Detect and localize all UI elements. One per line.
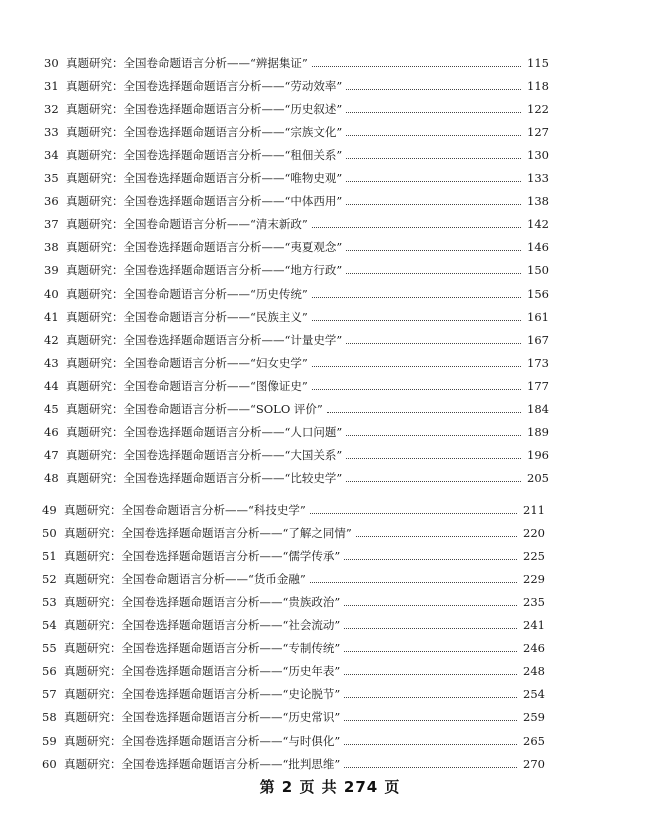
toc-entry-title: 真题研究：全国卷选择题命题语言分析——“劳动效率”: [66, 79, 343, 94]
toc-dot-leader: [346, 342, 521, 344]
toc-entry-title: 真题研究：全国卷选择题命题语言分析——“中体西用”: [66, 194, 343, 209]
toc-entry-title: 真题研究：全国卷选择题命题语言分析——“社会流动”: [64, 618, 341, 633]
toc-dot-leader: [310, 512, 517, 514]
toc-entry-number: 34: [44, 148, 59, 163]
toc-entry-number: 56: [42, 664, 57, 679]
toc-entry-title: 真题研究：全国卷选择题命题语言分析——“批判思维”: [64, 756, 341, 771]
toc-entry[interactable]: [44, 191, 549, 211]
toc-entry[interactable]: [44, 376, 549, 396]
toc-entry-page-number: 184: [527, 401, 549, 416]
toc-entry-page-number: 138: [527, 194, 549, 209]
toc-entry-number: 30: [44, 56, 59, 70]
toc-entry-title: 真题研究：全国卷命题语言分析——“历史传统”: [66, 286, 308, 301]
toc-entry-page-number: 270: [523, 756, 545, 771]
toc-dot-leader: [312, 388, 521, 390]
toc-dot-leader: [346, 480, 521, 482]
toc-entry-number: 46: [44, 424, 59, 439]
toc-entry[interactable]: [44, 53, 549, 73]
toc-entry[interactable]: [44, 76, 549, 96]
toc-dot-leader: [312, 65, 521, 67]
toc-entry-page-number: 122: [527, 102, 549, 117]
toc-entry-number: 53: [42, 595, 57, 610]
toc-entry[interactable]: [42, 638, 545, 658]
toc-entry-number: 49: [42, 503, 57, 517]
toc-entry-page-number: 196: [527, 447, 549, 462]
toc-entry-number: 60: [42, 756, 57, 771]
toc-dot-leader: [346, 157, 521, 159]
toc-entry-page-number: 241: [523, 618, 545, 633]
toc-entry-number: 35: [44, 171, 59, 186]
toc-entry-title: 真题研究：全国卷选择题命题语言分析——“与时俱化”: [64, 733, 341, 748]
toc-entry-title: 真题研究：全国卷命题语言分析——“SOLO 评价”: [66, 401, 323, 416]
toc-entry-page-number: 167: [527, 332, 549, 347]
toc-dot-leader: [344, 627, 517, 629]
toc-entry-number: 52: [42, 572, 57, 587]
toc-dot-leader: [312, 296, 521, 298]
toc-entry[interactable]: [44, 468, 549, 488]
toc-entry-title: 真题研究：全国卷选择题命题语言分析——“租佃关系”: [66, 148, 343, 163]
toc-entry-page-number: 142: [527, 217, 549, 232]
toc-entry-number: 54: [42, 618, 57, 633]
toc-entry-page-number: 130: [527, 148, 549, 163]
toc-entry-page-number: 156: [527, 286, 549, 301]
toc-entry-page-number: 248: [523, 664, 545, 679]
toc-entry-page-number: 118: [527, 79, 549, 94]
toc-dot-leader: [344, 766, 517, 768]
toc-entry-number: 51: [42, 549, 57, 564]
toc-entry-page-number: 150: [527, 263, 549, 278]
toc-entry[interactable]: [42, 754, 545, 774]
toc-entry-page-number: 259: [523, 710, 545, 725]
toc-dot-leader: [312, 365, 521, 367]
toc-entry[interactable]: [42, 615, 545, 635]
toc-entry-page-number: 246: [523, 641, 545, 656]
toc-entry[interactable]: [42, 684, 545, 704]
toc-entry-page-number: 146: [527, 240, 549, 255]
toc-entry-title: 真题研究：全国卷选择题命题语言分析——“历史叙述”: [66, 102, 343, 117]
toc-entry-number: 33: [44, 125, 59, 140]
page-footer: 第 2 页 共 274 页: [259, 778, 401, 796]
toc-entry[interactable]: [42, 592, 545, 612]
toc-dot-leader: [344, 650, 517, 652]
toc-entry-number: 38: [44, 240, 59, 255]
toc-entry-page-number: 229: [523, 572, 545, 587]
toc-entry-page-number: 205: [527, 470, 549, 485]
toc-entry-title: 真题研究：全国卷命题语言分析——“图像证史”: [66, 378, 308, 393]
toc-entry-page-number: 115: [527, 56, 549, 70]
toc-entry-page-number: 235: [523, 595, 545, 610]
toc-entry-page-number: 225: [523, 549, 545, 564]
toc-dot-leader: [344, 743, 517, 745]
toc-dot-leader: [346, 180, 521, 182]
toc-entry-page-number: 173: [527, 355, 549, 370]
toc-dot-leader: [310, 581, 517, 583]
toc-entry-page-number: 161: [527, 309, 549, 324]
toc-entry-number: 58: [42, 710, 57, 725]
toc-entry-title: 真题研究：全国卷命题语言分析——“辨据集证”: [66, 56, 308, 70]
toc-entry-number: 50: [42, 526, 57, 541]
toc-entry[interactable]: [44, 307, 549, 327]
toc-entry-title: 真题研究：全国卷选择题命题语言分析——“了解之同情”: [64, 526, 352, 541]
toc-dot-leader: [346, 203, 521, 205]
toc-entry-title: 真题研究：全国卷选择题命题语言分析——“比较史学”: [66, 470, 343, 485]
toc-entry-title: 真题研究：全国卷命题语言分析——“科技史学”: [64, 503, 306, 517]
toc-entry[interactable]: [42, 661, 545, 681]
toc-entry-page-number: 189: [527, 424, 549, 439]
toc-entry-page-number: 265: [523, 733, 545, 748]
toc-dot-leader: [344, 558, 517, 560]
toc-entry-number: 59: [42, 733, 57, 748]
toc-entry-title: 真题研究：全国卷选择题命题语言分析——“贵族政治”: [64, 595, 341, 610]
toc-entry-page-number: 211: [523, 503, 545, 517]
toc-entry[interactable]: [44, 122, 549, 142]
toc-entry-title: 真题研究：全国卷选择题命题语言分析——“地方行政”: [66, 263, 343, 278]
toc-dot-leader: [344, 604, 517, 606]
toc-entry-title: 真题研究：全国卷选择题命题语言分析——“大国关系”: [66, 447, 343, 462]
toc-dot-leader: [346, 249, 521, 251]
toc-entry-title: 真题研究：全国卷命题语言分析——“民族主义”: [66, 309, 308, 324]
toc-entry-number: 37: [44, 217, 59, 232]
toc-entry[interactable]: [44, 145, 549, 165]
toc-entry[interactable]: [42, 546, 545, 566]
toc-dot-leader: [346, 88, 521, 90]
toc-entry[interactable]: [44, 399, 549, 419]
toc-entry-title: 真题研究：全国卷选择题命题语言分析——“史论脱节”: [64, 687, 341, 702]
toc-dot-leader: [346, 272, 521, 274]
toc-entry-title: 真题研究：全国卷选择题命题语言分析——“宗族文化”: [66, 125, 343, 140]
toc-entry[interactable]: [44, 260, 549, 280]
toc-entry-number: 42: [44, 332, 59, 347]
toc-entry-number: 47: [44, 447, 59, 462]
toc-entry-title: 真题研究：全国卷选择题命题语言分析——“唯物史观”: [66, 171, 343, 186]
toc-entry[interactable]: [44, 445, 549, 465]
toc-entry-number: 57: [42, 687, 57, 702]
toc-dot-leader: [346, 134, 521, 136]
toc-entry-number: 43: [44, 355, 59, 370]
toc-dot-leader: [356, 535, 517, 537]
toc-entry-number: 55: [42, 641, 57, 656]
toc-entry[interactable]: [44, 353, 549, 373]
toc-entry-number: 40: [44, 286, 59, 301]
toc-dot-leader: [344, 696, 517, 698]
toc-entry-number: 32: [44, 102, 59, 117]
toc-entry-title: 真题研究：全国卷命题语言分析——“货币金融”: [64, 572, 306, 587]
toc-entry-number: 44: [44, 378, 59, 393]
toc-entry[interactable]: [44, 168, 549, 188]
toc-entry[interactable]: [44, 330, 549, 350]
toc-entry-number: 48: [44, 470, 59, 485]
toc-entry-page-number: 254: [523, 687, 545, 702]
toc-entry[interactable]: [42, 500, 545, 520]
toc-entry[interactable]: [44, 237, 549, 257]
toc-entry-page-number: 127: [527, 125, 549, 140]
toc-entry[interactable]: [42, 731, 545, 751]
toc-dot-leader: [346, 434, 521, 436]
toc-entry-title: 真题研究：全国卷选择题命题语言分析——“历史常识”: [64, 710, 341, 725]
toc-entry-number: 39: [44, 263, 59, 278]
toc-entry-number: 45: [44, 401, 59, 416]
toc-entry-title: 真题研究：全国卷选择题命题语言分析——“历史年表”: [64, 664, 341, 679]
toc-entry-number: 31: [44, 79, 59, 94]
toc-dot-leader: [312, 226, 521, 228]
toc-dot-leader: [346, 111, 521, 113]
toc-entry-number: 41: [44, 309, 59, 324]
toc-entry[interactable]: [42, 569, 545, 589]
toc-entry-page-number: 220: [523, 526, 545, 541]
toc-entry-page-number: 133: [527, 171, 549, 186]
toc-entry[interactable]: [42, 523, 545, 543]
toc-entry[interactable]: [42, 707, 545, 727]
toc-entry-title: 真题研究：全国卷命题语言分析——“清末新政”: [66, 217, 308, 232]
toc-entry-title: 真题研究：全国卷选择题命题语言分析——“人口问题”: [66, 424, 343, 439]
toc-dot-leader: [346, 457, 521, 459]
toc-dot-leader: [327, 411, 521, 413]
toc-dot-leader: [344, 719, 517, 721]
toc-entry-number: 36: [44, 194, 59, 209]
toc-entry[interactable]: [44, 214, 549, 234]
toc-dot-leader: [312, 319, 521, 321]
toc-entry[interactable]: [44, 99, 549, 119]
toc-entry-title: 真题研究：全国卷选择题命题语言分析——“夷夏观念”: [66, 240, 343, 255]
toc-dot-leader: [344, 673, 517, 675]
toc-entry-title: 真题研究：全国卷选择题命题语言分析——“专制传统”: [64, 641, 341, 656]
toc-entry-title: 真题研究：全国卷命题语言分析——“妇女史学”: [66, 355, 308, 370]
toc-entry-page-number: 177: [527, 378, 549, 393]
toc-entry-title: 真题研究：全国卷选择题命题语言分析——“儒学传承”: [64, 549, 341, 564]
toc-entry[interactable]: [44, 284, 549, 304]
toc-entry-title: 真题研究：全国卷选择题命题语言分析——“计量史学”: [66, 332, 343, 347]
toc-entry[interactable]: [44, 422, 549, 442]
